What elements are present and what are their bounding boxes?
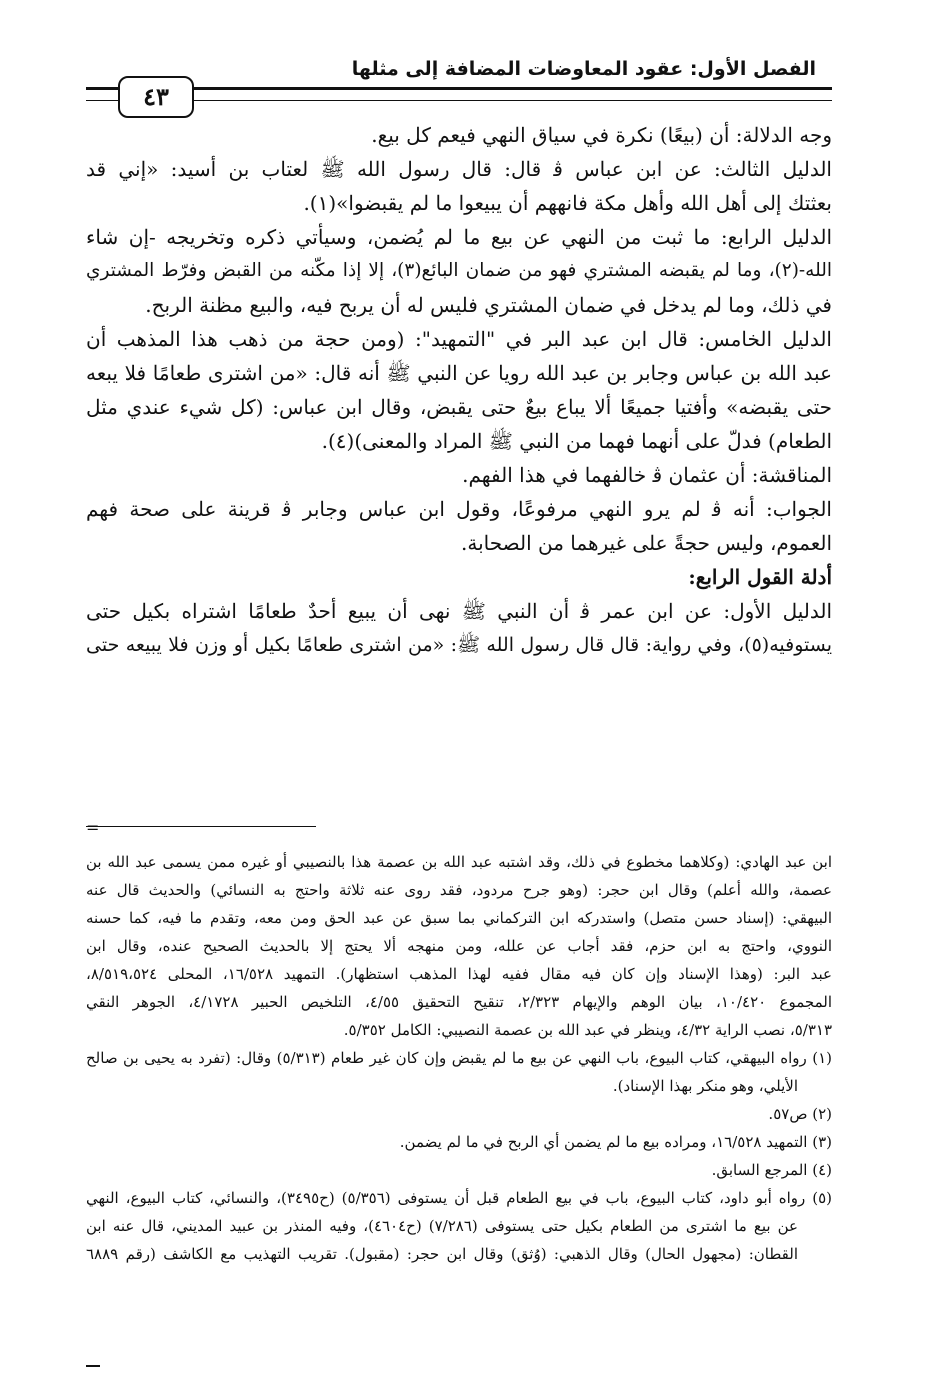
text-line: الدليل الأول: عن ابن عمر ﭬ أن النبي ﷺ نهى أن يبيع أحدٌ طعامًا اشتراه بكيل حتى [86, 599, 832, 623]
header-rule-thin [86, 100, 832, 101]
footnote-line: النووي، واحتج به ابن حزم، فقد أجاب عن علله، ومن منهجه ألا يحتج إلا بالحديث الصحيح عنده، وقال ابن [86, 937, 832, 955]
text-line: بعثتك إلى أهل الله وأهل مكة فانههم أن يبيعوا ما لم يقبضوا»(١). [303, 191, 832, 215]
text-line: الله-(٢)، وما لم يقبضه المشتري فهو من ضمان البائع(٣)، إلا إذا مكّنه من القبض وفرّط المشتري [86, 260, 833, 281]
footnote-line: (١) رواه البيهقي، كتاب البيوع، باب النهي عن بيع ما لم يقبض وإن كان غير طعام (٥/٣١٣) وقال: (تفرد به يحيى بن صالح [86, 1049, 832, 1067]
footnote-line: عصمة، والله أعلم) وقال ابن حجر: (وهو جرح مردود، فقد روى عنه ثلاثة واحتج به النسائي) والحديث قال عنه [86, 881, 832, 899]
footnote-continuation-mark: = [86, 818, 100, 837]
text-line: عبد الله بن عباس وجابر بن عبد الله رويا عن النبي ﷺ أنه قال: «من اشترى طعامًا فلا يبعه [86, 361, 832, 385]
footnotes [86, 848, 832, 1268]
text-line: الدليل الخامس: قال ابن عبد البر في "التمهيد": (ومن حجة من ذهب هذا المذهب أن [86, 327, 832, 351]
footnote-line: ابن عبد الهادي: (وكلاهما مخطوع في ذلك، وقد اشتبه عبد الله بن عصمة هذا بالنصيبي أو غيره ممن يسمى عبد الله بن [86, 853, 832, 871]
text-line: في ذلك، وما لم يدخل في ضمان المشتري فليس له أن يربح فيه، والبيع مظنة الربح. [145, 293, 832, 317]
footnote-line: (٢) ص٥٧. [768, 1105, 832, 1123]
header-rule-thick [86, 87, 832, 90]
text-line: المناقشة: أن عثمان ﭬ خالفهما في هذا الفهم. [462, 463, 832, 487]
footnote-line: الأيلي، وهو منكر بهذا الإسناد). [612, 1077, 798, 1095]
text-line: وجه الدلالة: أن (بيعًا) نكرة في سياق النهي فيعم كل بيع. [371, 123, 832, 147]
text-line: يستوفيه(٥)، وفي رواية: قال قال رسول الله ﷺ: «من اشترى طعامًا بكيل أو وزن فلا يبيعه حتى [86, 634, 832, 656]
text-line: حتى يقبضه» وأفتيا جميعًا ألا يباع بيعٌ حتى يقبض، وقال ابن عباس: (كل شيء عندي مثل [86, 395, 832, 419]
footnote-line: البيهقي: (إسناد حسن متصل) واستدركه ابن التركماني بما سبق عن عبد الحق ومن معه، وتقدم ما فيه، كما حسنه [86, 909, 832, 927]
footnote-line: عبد البر: (وهذا الإسناد وإن كان فيه مقال ففيه لهذا المذهب استظهار). التمهيد ١٦/٥٢٨، المحلى ٨/٥١٩،٥٢٤، [86, 965, 832, 983]
footnote-line: المجموع ١٠/٤٢٠، بيان الوهم والإيهام ٢/٣٢٣، تنقيح التحقيق ٤/٥٥، التلخيص الحبير ٤/١٧٢٨، الجوهر النقي [86, 993, 832, 1011]
running-title: الفصل الأول: عقود المعاوضات المضافة إلى مثلها [351, 58, 816, 80]
text-line: الدليل الثالث: عن ابن عباس ﭬ قال: قال رسول الله ﷺ لعتاب بن أسيد: «إني قد [86, 157, 832, 181]
footnote-separator [86, 826, 316, 827]
footnote-line: (٣) التمهيد ١٦/٥٢٨، ومراده بيع ما لم يضمن أي الربح في ما لم يضمن. [399, 1133, 832, 1151]
footnote-line: (٤) المرجع السابق. [711, 1161, 832, 1179]
footnote-line: القطان: (مجهول الحال) وقال الذهبي: (وُثق) وقال ابن حجر: (مقبول). تقريب التهذيب مع الكاشف (رقم ٦٨٨٩ [86, 1245, 798, 1263]
main-text [86, 118, 832, 662]
text-line: الطعام) فدلّ على أنهما فهما من النبي ﷺ المراد والمعنى)(٤). [321, 429, 832, 453]
text-line: العموم، وليس حجةً على غيرهما من الصحابة. [461, 531, 832, 555]
text-line: الدليل الرابع: ما ثبت من النهي عن بيع ما لم يُضمن، وسيأتي ذكره وتخريجه -إن شاء [86, 225, 832, 249]
continuation-dash [86, 1365, 100, 1367]
text-line: الجواب: أنه ﭬ لم يرو النهي مرفوعًا، وقول ابن عباس وجابر ﭬ قرينة على صحة فهم [86, 497, 832, 521]
footnote-line: ٥/٣١٣، نصب الراية ٤/٣٢، وينظر في عبد الله بن عصمة النصيبي: الكامل ٥/٣٥٢. [343, 1021, 832, 1039]
footnote-line: (٥) رواه أبو داود، كتاب البيوع، باب في بيع الطعام قبل أن يستوفى (٥/٣٥٦) (ح٣٤٩٥)، والنسائي، كتاب البيوع، النهي [86, 1189, 833, 1207]
footnote-line: عن بيع ما اشترى من الطعام بكيل حتى يستوفى (٧/٢٨٦) (ح٤٦٠٤)، وفيه المنذر بن عبيد المديني، قال عنه ابن [86, 1217, 798, 1235]
section-heading: أدلة القول الرابع: [688, 565, 832, 589]
page-number: ٤٣ [118, 76, 194, 118]
